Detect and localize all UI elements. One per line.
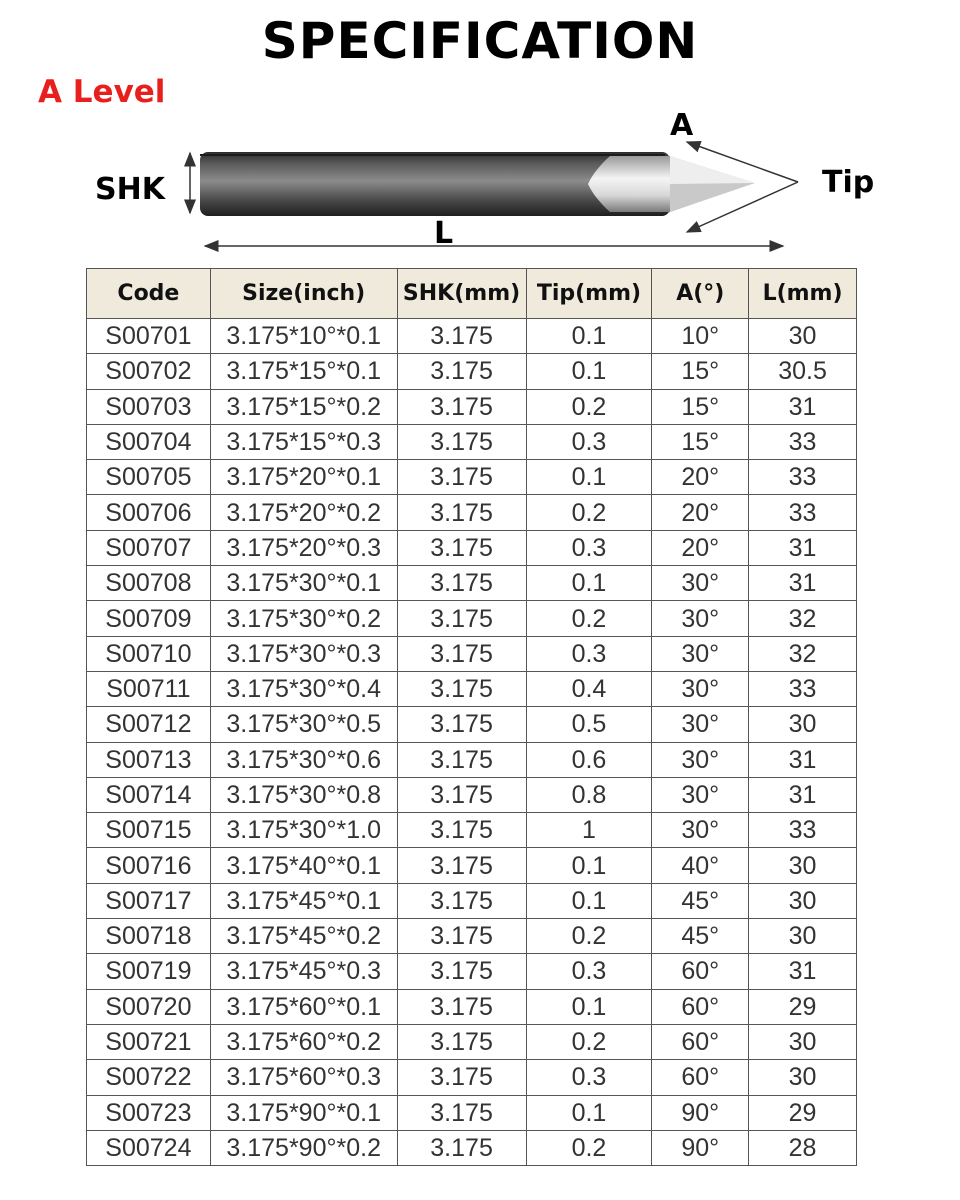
cell-angle: 45° — [652, 919, 749, 954]
spec-table — [86, 268, 857, 1166]
cell-tip: 0.2 — [526, 601, 652, 636]
table-row — [87, 742, 857, 777]
cell-angle: 20° — [652, 460, 749, 495]
angle-label: A — [670, 108, 694, 143]
cell-length: 31 — [749, 530, 857, 565]
cell-code: S00707 — [87, 530, 211, 565]
cell-shk: 3.175 — [397, 919, 526, 954]
cell-size: 3.175*90°*0.1 — [210, 1095, 397, 1130]
cell-angle: 30° — [652, 813, 749, 848]
cell-code: S00713 — [87, 742, 211, 777]
header-size: Size(inch) — [210, 269, 397, 319]
cell-shk: 3.175 — [397, 530, 526, 565]
cell-code: S00718 — [87, 919, 211, 954]
cell-tip: 0.3 — [526, 636, 652, 671]
cell-code: S00722 — [87, 1060, 211, 1095]
table-row — [87, 319, 857, 354]
table-row — [87, 636, 857, 671]
cell-tip: 0.1 — [526, 848, 652, 883]
cell-shk: 3.175 — [397, 707, 526, 742]
shk-label: SHK — [95, 172, 165, 207]
cell-length: 31 — [749, 954, 857, 989]
cell-shk: 3.175 — [397, 813, 526, 848]
table-row — [87, 671, 857, 706]
cell-size: 3.175*30°*0.4 — [210, 671, 397, 706]
cell-shk: 3.175 — [397, 495, 526, 530]
cell-length: 29 — [749, 1095, 857, 1130]
cell-length: 30.5 — [749, 354, 857, 389]
cell-angle: 20° — [652, 530, 749, 565]
table-row — [87, 1095, 857, 1130]
cell-code: S00716 — [87, 848, 211, 883]
table-row — [87, 601, 857, 636]
cell-code: S00724 — [87, 1130, 211, 1165]
cell-angle: 60° — [652, 1060, 749, 1095]
cell-shk: 3.175 — [397, 777, 526, 812]
header-code: Code — [87, 269, 211, 319]
cell-size: 3.175*45°*0.1 — [210, 883, 397, 918]
cell-tip: 0.1 — [526, 354, 652, 389]
cell-angle: 15° — [652, 424, 749, 459]
cell-size: 3.175*30°*0.8 — [210, 777, 397, 812]
cell-code: S00702 — [87, 354, 211, 389]
cell-length: 31 — [749, 777, 857, 812]
cell-code: S00708 — [87, 566, 211, 601]
cell-tip: 0.2 — [526, 1130, 652, 1165]
cell-tip: 0.1 — [526, 1095, 652, 1130]
cell-angle: 30° — [652, 671, 749, 706]
cell-code: S00715 — [87, 813, 211, 848]
cell-length: 29 — [749, 989, 857, 1024]
cell-angle: 30° — [652, 707, 749, 742]
cell-shk: 3.175 — [397, 989, 526, 1024]
table-row — [87, 530, 857, 565]
cell-shk: 3.175 — [397, 954, 526, 989]
cell-angle: 30° — [652, 636, 749, 671]
cell-shk: 3.175 — [397, 460, 526, 495]
cell-length: 30 — [749, 883, 857, 918]
cell-length: 30 — [749, 848, 857, 883]
cell-size: 3.175*10°*0.1 — [210, 319, 397, 354]
cell-size: 3.175*30°*0.5 — [210, 707, 397, 742]
table-row — [87, 424, 857, 459]
cell-code: S00712 — [87, 707, 211, 742]
cell-code: S00723 — [87, 1095, 211, 1130]
cell-tip: 0.2 — [526, 389, 652, 424]
cell-size: 3.175*90°*0.2 — [210, 1130, 397, 1165]
cell-shk: 3.175 — [397, 671, 526, 706]
cell-shk: 3.175 — [397, 848, 526, 883]
cell-length: 32 — [749, 636, 857, 671]
cell-angle: 30° — [652, 566, 749, 601]
table-row — [87, 707, 857, 742]
table-row — [87, 919, 857, 954]
table-row — [87, 848, 857, 883]
table-row — [87, 460, 857, 495]
cell-tip: 0.4 — [526, 671, 652, 706]
table-row — [87, 389, 857, 424]
tool-bit — [200, 152, 755, 216]
cell-angle: 90° — [652, 1130, 749, 1165]
cell-size: 3.175*45°*0.3 — [210, 954, 397, 989]
cell-angle: 60° — [652, 954, 749, 989]
cell-size: 3.175*20°*0.1 — [210, 460, 397, 495]
cell-size: 3.175*30°*1.0 — [210, 813, 397, 848]
cell-length: 31 — [749, 389, 857, 424]
tool-diagram — [0, 0, 960, 270]
cell-shk: 3.175 — [397, 883, 526, 918]
cell-tip: 0.2 — [526, 1024, 652, 1059]
cell-size: 3.175*40°*0.1 — [210, 848, 397, 883]
cell-size: 3.175*15°*0.2 — [210, 389, 397, 424]
cell-size: 3.175*60°*0.3 — [210, 1060, 397, 1095]
table-row — [87, 566, 857, 601]
header-shk: SHK(mm) — [397, 269, 526, 319]
cell-size: 3.175*60°*0.2 — [210, 1024, 397, 1059]
cell-length: 32 — [749, 601, 857, 636]
cell-angle: 10° — [652, 319, 749, 354]
table-row — [87, 354, 857, 389]
cell-tip: 0.1 — [526, 460, 652, 495]
cell-code: S00711 — [87, 671, 211, 706]
cell-length: 33 — [749, 495, 857, 530]
table-header-row — [87, 269, 857, 319]
header-angle: A(°) — [652, 269, 749, 319]
length-label: L — [434, 216, 454, 251]
cell-length: 33 — [749, 671, 857, 706]
cell-length: 28 — [749, 1130, 857, 1165]
cell-tip: 0.1 — [526, 319, 652, 354]
cell-code: S00717 — [87, 883, 211, 918]
cell-shk: 3.175 — [397, 1130, 526, 1165]
cell-shk: 3.175 — [397, 424, 526, 459]
cell-size: 3.175*60°*0.1 — [210, 989, 397, 1024]
cell-angle: 15° — [652, 354, 749, 389]
cell-shk: 3.175 — [397, 636, 526, 671]
table-row — [87, 989, 857, 1024]
cell-code: S00709 — [87, 601, 211, 636]
cell-length: 33 — [749, 460, 857, 495]
cell-length: 33 — [749, 424, 857, 459]
cell-length: 30 — [749, 707, 857, 742]
cell-tip: 0.3 — [526, 954, 652, 989]
cell-code: S00719 — [87, 954, 211, 989]
table-row — [87, 495, 857, 530]
cell-shk: 3.175 — [397, 742, 526, 777]
cell-size: 3.175*30°*0.6 — [210, 742, 397, 777]
cell-length: 30 — [749, 319, 857, 354]
cell-angle: 90° — [652, 1095, 749, 1130]
table-row — [87, 1060, 857, 1095]
cell-angle: 45° — [652, 883, 749, 918]
table-row — [87, 1130, 857, 1165]
cell-code: S00710 — [87, 636, 211, 671]
cell-tip: 0.2 — [526, 919, 652, 954]
cell-tip: 0.5 — [526, 707, 652, 742]
cell-shk: 3.175 — [397, 1095, 526, 1130]
cell-size: 3.175*30°*0.1 — [210, 566, 397, 601]
cell-angle: 60° — [652, 989, 749, 1024]
cell-length: 30 — [749, 1060, 857, 1095]
cell-tip: 0.3 — [526, 1060, 652, 1095]
cell-length: 31 — [749, 742, 857, 777]
cell-code: S00721 — [87, 1024, 211, 1059]
cell-angle: 30° — [652, 742, 749, 777]
cell-shk: 3.175 — [397, 1060, 526, 1095]
cell-size: 3.175*20°*0.3 — [210, 530, 397, 565]
table-row — [87, 777, 857, 812]
header-tip: Tip(mm) — [526, 269, 652, 319]
cell-size: 3.175*15°*0.1 — [210, 354, 397, 389]
cell-shk: 3.175 — [397, 601, 526, 636]
cell-angle: 20° — [652, 495, 749, 530]
cell-length: 33 — [749, 813, 857, 848]
table-body — [87, 319, 857, 1166]
cell-length: 31 — [749, 566, 857, 601]
cell-code: S00720 — [87, 989, 211, 1024]
cell-angle: 60° — [652, 1024, 749, 1059]
cell-angle: 30° — [652, 777, 749, 812]
cell-size: 3.175*30°*0.3 — [210, 636, 397, 671]
cell-size: 3.175*15°*0.3 — [210, 424, 397, 459]
cell-tip: 0.1 — [526, 566, 652, 601]
table-row — [87, 954, 857, 989]
cell-length: 30 — [749, 919, 857, 954]
cell-code: S00703 — [87, 389, 211, 424]
cell-shk: 3.175 — [397, 1024, 526, 1059]
cell-tip: 0.3 — [526, 424, 652, 459]
cell-tip: 0.3 — [526, 530, 652, 565]
page-title: SPECIFICATION — [261, 12, 699, 70]
cell-size: 3.175*20°*0.2 — [210, 495, 397, 530]
level-label: A Level — [38, 74, 166, 110]
cell-angle: 40° — [652, 848, 749, 883]
cell-size: 3.175*45°*0.2 — [210, 919, 397, 954]
cell-angle: 30° — [652, 601, 749, 636]
cell-code: S00701 — [87, 319, 211, 354]
cell-angle: 15° — [652, 389, 749, 424]
cell-size: 3.175*30°*0.2 — [210, 601, 397, 636]
cell-tip: 0.8 — [526, 777, 652, 812]
cell-shk: 3.175 — [397, 566, 526, 601]
cell-tip: 1 — [526, 813, 652, 848]
cell-tip: 0.1 — [526, 989, 652, 1024]
cell-tip: 0.2 — [526, 495, 652, 530]
cell-code: S00714 — [87, 777, 211, 812]
cell-code: S00705 — [87, 460, 211, 495]
cell-length: 30 — [749, 1024, 857, 1059]
table-row — [87, 813, 857, 848]
cell-tip: 0.1 — [526, 883, 652, 918]
header-length: L(mm) — [749, 269, 857, 319]
cell-shk: 3.175 — [397, 319, 526, 354]
cell-shk: 3.175 — [397, 354, 526, 389]
cell-shk: 3.175 — [397, 389, 526, 424]
table-row — [87, 1024, 857, 1059]
cell-code: S00704 — [87, 424, 211, 459]
cell-tip: 0.6 — [526, 742, 652, 777]
table-row — [87, 883, 857, 918]
cell-code: S00706 — [87, 495, 211, 530]
tip-label: Tip — [822, 165, 875, 200]
